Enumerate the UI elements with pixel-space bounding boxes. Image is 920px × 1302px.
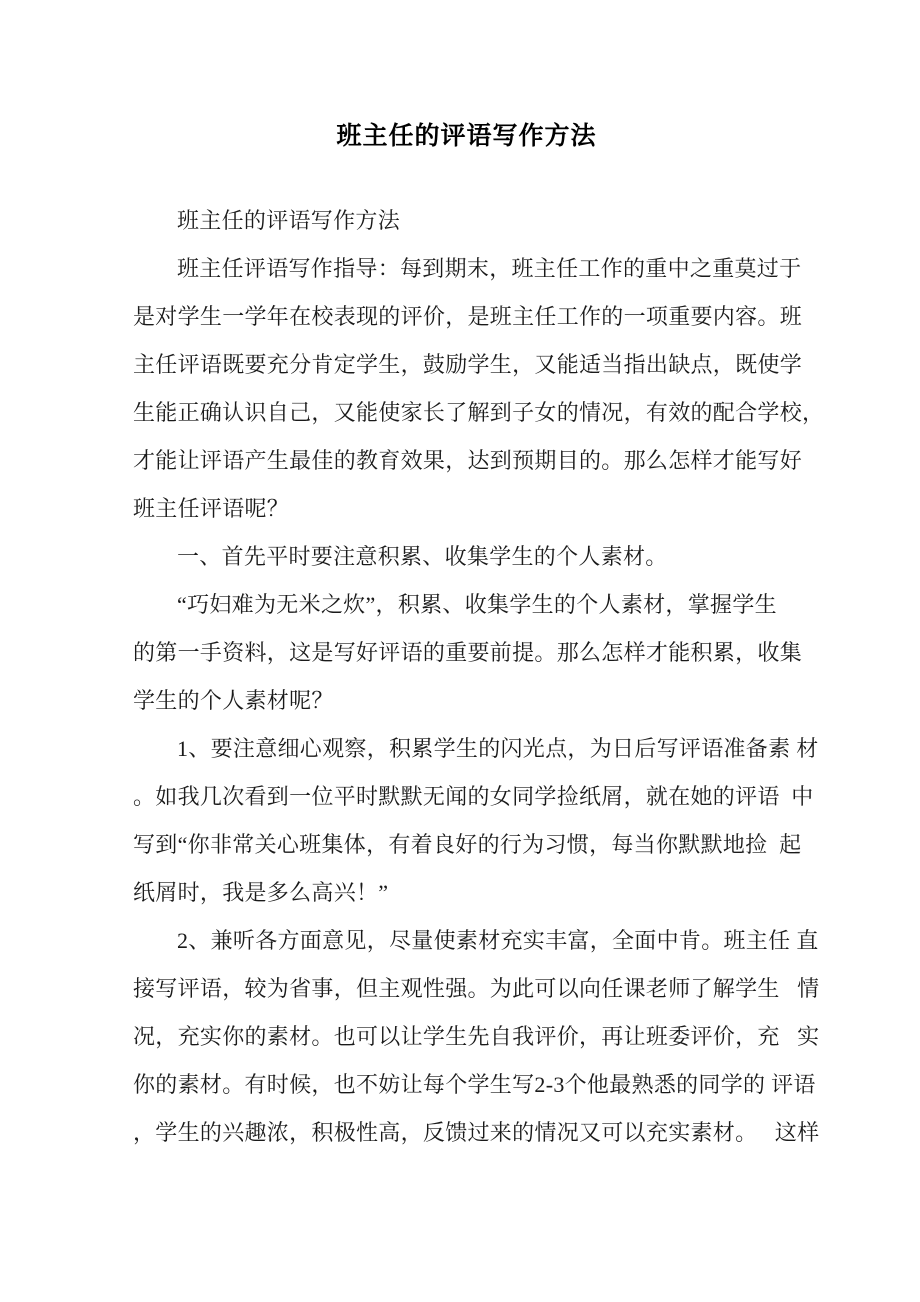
text-line: 主任评语既要充分肯定学生，鼓励学生，又能适当指出缺点，既使学	[133, 352, 803, 377]
paragraph-point-1	[133, 725, 823, 917]
paragraph-section-intro	[133, 581, 823, 725]
text-line: 一、首先平时要注意积累、收集学生的个人素材。	[177, 544, 668, 569]
text-line: 班主任的评语写作方法	[177, 208, 401, 233]
text-line: 生能正确认识自己，又能使家长了解到子女的情况，有效的配合学校，	[133, 400, 825, 425]
text-line: 班主任评语写作指导：每到期末，班主任工作的重中之重莫过于	[177, 256, 802, 281]
text-line: 写到“你非常关心班集体，有着良好的行为习惯，每当你默默地捡 起	[133, 832, 802, 857]
text-line: 你的素材。有时候，也不妨让每个学生写2-3个他最熟悉的同学的 评语	[133, 1072, 816, 1097]
text-line: 2、兼听各方面意见，尽量使素材充实丰富，全面中肯。班主任 直	[177, 928, 819, 953]
text-line: 1、要注意细心观察，积累学生的闪光点，为日后写评语准备素 材	[177, 736, 819, 761]
text-line: “巧妇难为无米之炊”，积累、收集学生的个人素材，掌握学生	[177, 592, 777, 617]
text-line: 况，充实你的素材。也可以让学生先自我评价，再让班委评价，充 实	[133, 1024, 820, 1049]
text-line: 是对学生一学年在校表现的评价，是班主任工作的一项重要内容。班	[133, 304, 803, 329]
text-line: 班主任评语呢？	[133, 496, 290, 521]
text-line: 。如我几次看到一位平时默默无闻的女同学捡纸屑，就在她的评语 中	[133, 784, 814, 809]
text-line: 纸屑时，我是多么高兴！”	[133, 880, 389, 905]
text-line: ，学生的兴趣浓，积极性高，反馈过来的情况又可以充实素材。 这样	[133, 1120, 820, 1145]
paragraph-point-2	[133, 917, 823, 1157]
text-line: 学生的个人素材呢？	[133, 688, 334, 713]
paragraph-intro	[133, 245, 823, 533]
text-line: 的第一手资料，这是写好评语的重要前提。那么怎样才能积累，收集	[133, 640, 803, 665]
paragraph-subtitle	[133, 197, 823, 245]
paragraph-section-heading	[133, 533, 823, 581]
text-line: 接写评语，较为省事，但主观性强。为此可以向任课老师了解学生 情	[133, 976, 820, 1001]
text-line: 才能让评语产生最佳的教育效果，达到预期目的。那么怎样才能写好	[133, 448, 803, 473]
document-body	[133, 197, 823, 1157]
document-title: 班主任的评语写作方法	[336, 122, 597, 150]
